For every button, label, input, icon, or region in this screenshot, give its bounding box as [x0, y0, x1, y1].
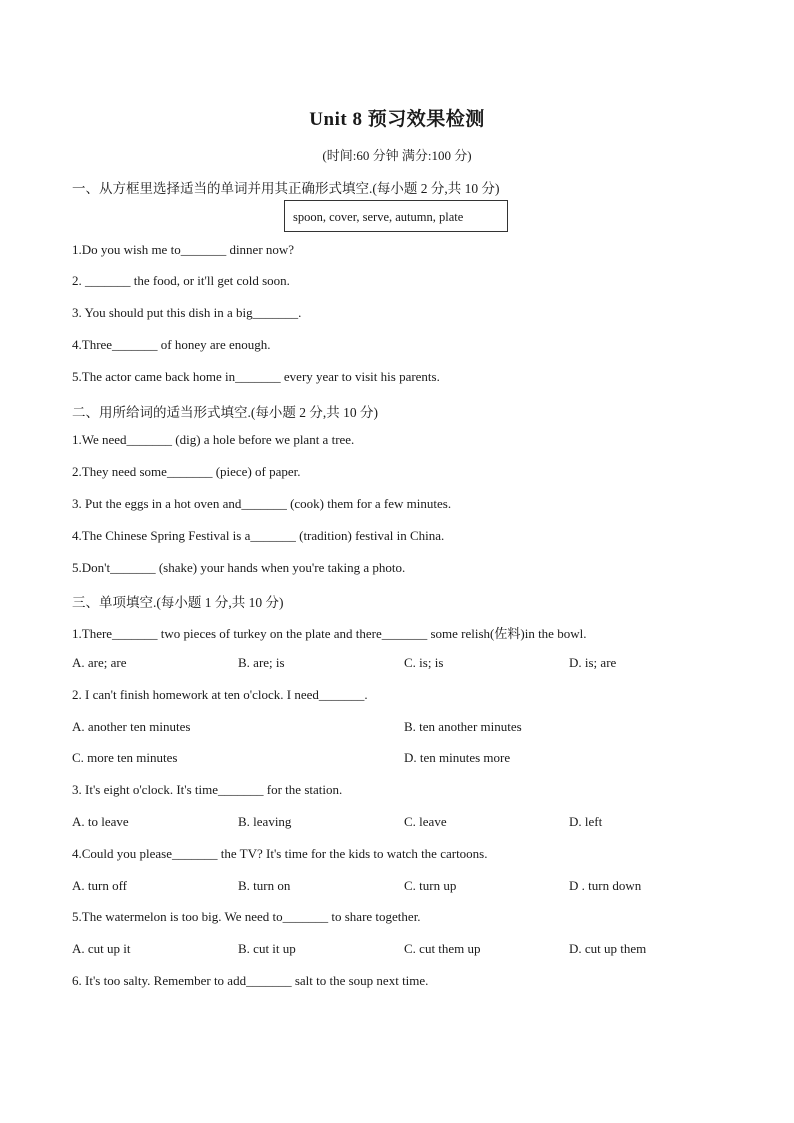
section3-heading: 三、单项填空.(每小题 1 分,共 10 分) — [72, 595, 284, 610]
s3-q2-option-b: B. ten another minutes — [404, 719, 522, 734]
page-title: Unit 8 预习效果检测 — [309, 109, 485, 130]
s3-q4-stem: 4.Could you please_______ the TV? It's time for the kids to watch the cartoons. — [72, 846, 488, 861]
s1-question-1: 1.Do you wish me to_______ dinner now? — [72, 242, 295, 257]
s3-q5-option-b: B. cut it up — [238, 941, 296, 956]
s1-question-2: 2. _______ the food, or it'll get cold soon. — [72, 273, 290, 288]
s3-q4-option-d: D . turn down — [569, 878, 642, 893]
section1-heading: 一、从方框里选择适当的单词并用其正确形式填空.(每小题 2 分,共 10 分) — [72, 181, 500, 196]
s3-q6-stem: 6. It's too salty. Remember to add_______ salt to the soup next time. — [72, 973, 429, 988]
s1-question-5: 5.The actor came back home in_______ every year to visit his parents. — [72, 369, 440, 384]
s3-q2-option-c: C. more ten minutes — [72, 750, 178, 765]
s2-question-5: 5.Don't_______ (shake) your hands when you're taking a photo. — [72, 560, 406, 575]
s3-q3-stem: 3. It's eight o'clock. It's time_______ for the station. — [72, 782, 343, 797]
s2-question-1: 1.We need_______ (dig) a hole before we plant a tree. — [72, 432, 355, 447]
s3-q2-option-a: A. another ten minutes — [72, 719, 191, 734]
s1-question-4: 4.Three_______ of honey are enough. — [72, 337, 271, 352]
s3-q5-option-a: A. cut up it — [72, 941, 131, 956]
s3-q1-option-d: D. is; are — [569, 655, 617, 670]
s3-q4-option-b: B. turn on — [238, 878, 291, 893]
s3-q5-stem: 5.The watermelon is too big. We need to_______ to share together. — [72, 909, 421, 924]
s2-question-4: 4.The Chinese Spring Festival is a_______ (tradition) festival in China. — [72, 528, 445, 543]
s3-q4-option-c: C. turn up — [404, 878, 457, 893]
s3-q5-option-d: D. cut up them — [569, 941, 647, 956]
s3-q2-option-d: D. ten minutes more — [404, 750, 511, 765]
s3-q3-option-a: A. to leave — [72, 814, 129, 829]
s3-q3-option-c: C. leave — [404, 814, 447, 829]
s3-q3-option-d: D. left — [569, 814, 603, 829]
exam-info: (时间:60 分钟 满分:100 分) — [322, 148, 472, 163]
s3-q2-stem: 2. I can't finish homework at ten o'clock. I need_______. — [72, 687, 368, 702]
s3-q1-stem: 1.There_______ two pieces of turkey on the plate and there_______ some relish(佐料)in the bowl. — [72, 626, 587, 641]
s1-question-3: 3. You should put this dish in a big_______. — [72, 305, 302, 320]
s3-q1-option-c: C. is; is — [404, 655, 444, 670]
s3-q3-option-b: B. leaving — [238, 814, 292, 829]
s2-question-2: 2.They need some_______ (piece) of paper. — [72, 464, 301, 479]
s3-q1-option-a: A. are; are — [72, 655, 127, 670]
section2-heading: 二、用所给词的适当形式填空.(每小题 2 分,共 10 分) — [72, 405, 378, 420]
s3-q4-option-a: A. turn off — [72, 878, 128, 893]
word-box: spoon, cover, serve, autumn, plate — [284, 200, 508, 232]
s2-question-3: 3. Put the eggs in a hot oven and_______ (cook) them for a few minutes. — [72, 496, 452, 511]
s3-q5-option-c: C. cut them up — [404, 941, 481, 956]
s3-q1-option-b: B. are; is — [238, 655, 285, 670]
